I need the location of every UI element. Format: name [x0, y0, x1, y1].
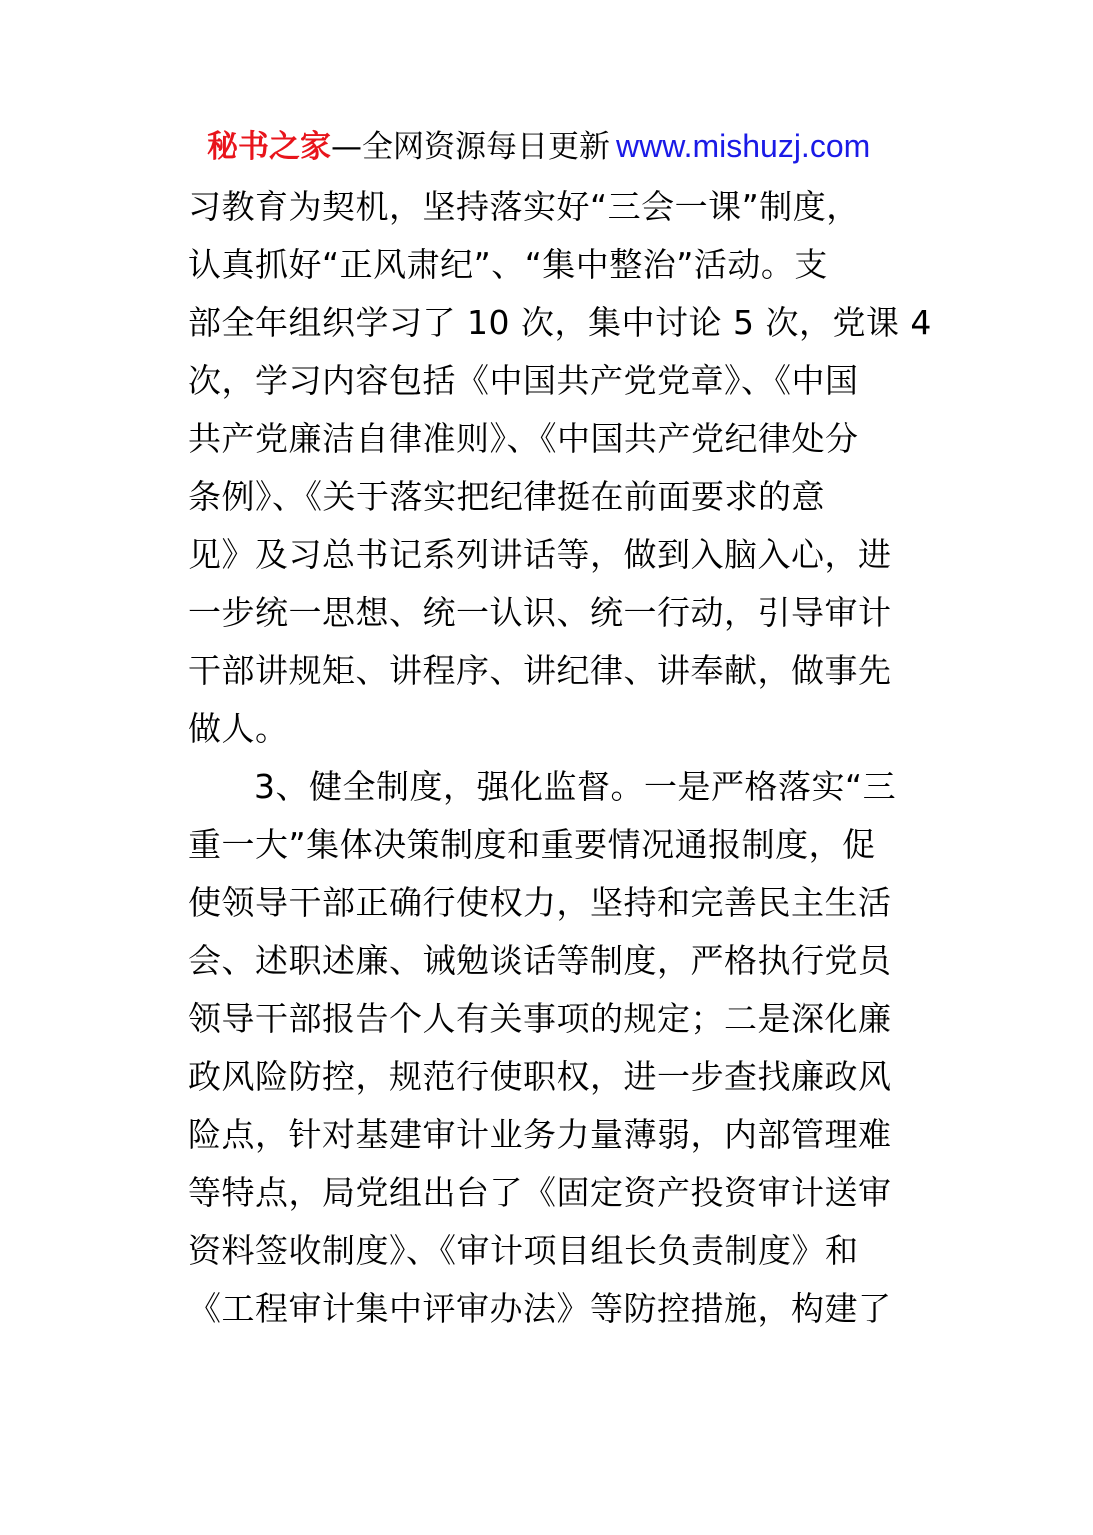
brand-name: 秘书之家: [207, 129, 331, 165]
text-line: 共产党廉洁自律准则》、《中国共产党纪律处分: [188, 419, 859, 458]
text-line: 重一大”集体决策制度和重要情况通报制度，促: [188, 825, 876, 864]
text-line: 见》及习总书记系列讲话等，做到入脑入心，进: [188, 535, 892, 574]
text-line: 习教育为契机，坚持落实好“三会一课”制度，: [188, 187, 860, 226]
text-line: 资料签收制度》、《审计项目组长负责制度》和: [188, 1231, 859, 1270]
text-line: 次，学习内容包括《中国共产党党章》、《中国: [188, 361, 859, 400]
text-line: 条例》、《关于落实把纪律挺在前面要求的意: [188, 477, 825, 516]
text-line: 会、述职述廉、诫勉谈话等制度，严格执行党员: [188, 941, 892, 980]
text-line: 《工程审计集中评审办法》等防控措施，构建了: [188, 1289, 892, 1328]
header-tagline: —全网资源每日更新: [331, 129, 610, 165]
site-header: [207, 124, 870, 168]
site-url-link[interactable]: www.mishuzj.com: [616, 128, 871, 164]
text-line: 领导干部报告个人有关事项的规定；二是深化廉: [188, 999, 892, 1038]
text-line: 等特点，局党组出台了《固定资产投资审计送审: [188, 1173, 892, 1212]
text-line: 部全年组织学习了 10 次，集中讨论 5 次，党课 4: [188, 303, 932, 342]
text-line: 一步统一思想、统一认识、统一行动，引导审计: [188, 593, 892, 632]
text-line: 认真抓好“正风肃纪”、“集中整治”活动。支: [188, 245, 828, 284]
text-line: 险点，针对基建审计业务力量薄弱，内部管理难: [188, 1115, 892, 1154]
text-line: 做人。: [188, 709, 289, 748]
paragraph-start-line: 3、健全制度，强化监督。一是严格落实“三: [254, 767, 897, 806]
document-body: [188, 178, 932, 1338]
text-line: 使领导干部正确行使权力，坚持和完善民主生活: [188, 883, 892, 922]
text-line: 政风险防控，规范行使职权，进一步查找廉政风: [188, 1057, 892, 1096]
text-line: 干部讲规矩、讲程序、讲纪律、讲奉献，做事先: [188, 651, 892, 690]
